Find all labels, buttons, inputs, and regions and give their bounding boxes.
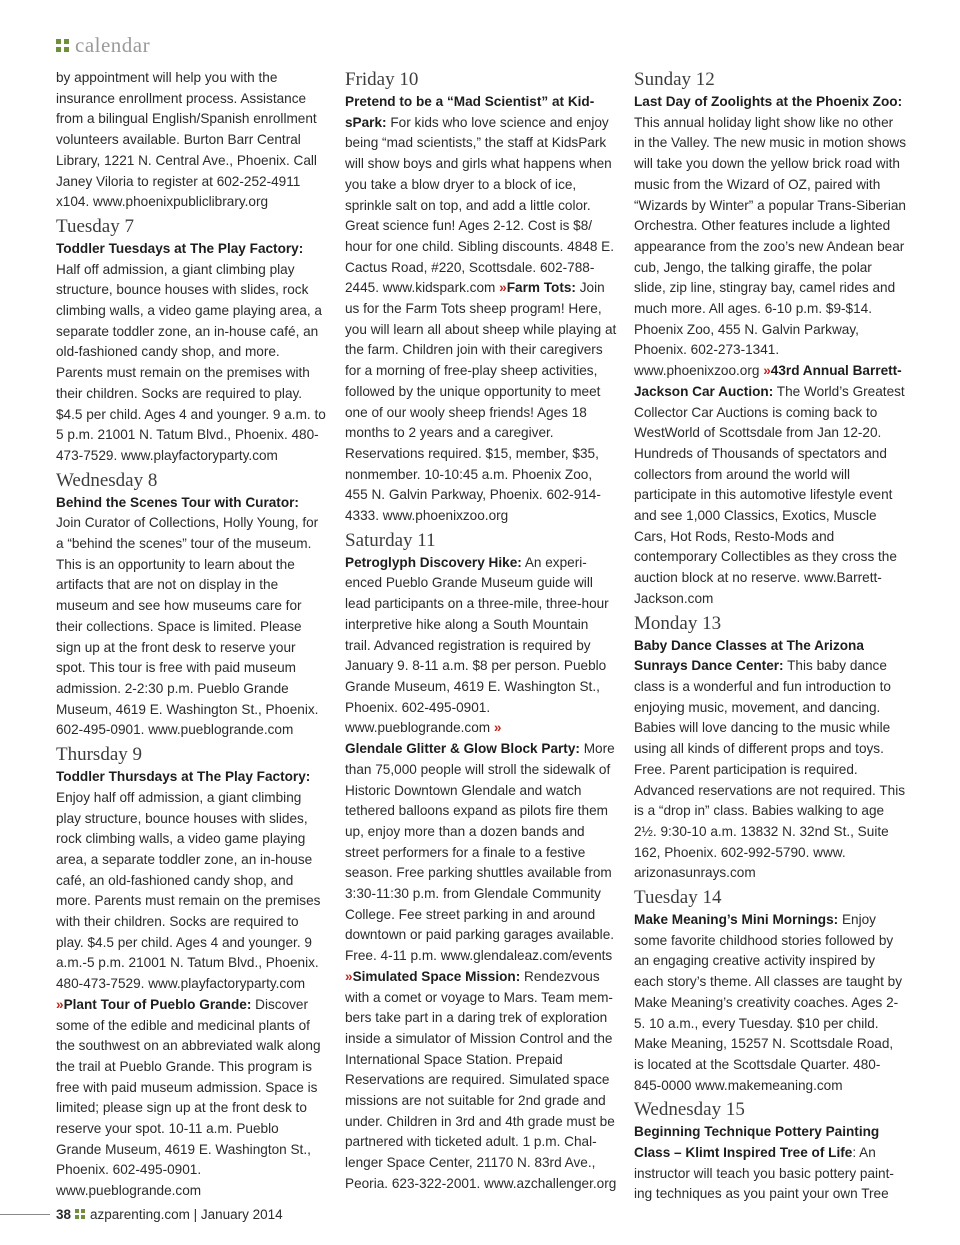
event-title: Beginning Technique Pottery Painting Class – Klimt Inspired Tree of Life [634, 1124, 880, 1161]
intro-text: by appointment will help you with the insurance enrollment process. Assistance from a bilingual English/Spanish enrollment volunteers available. Burton Barr Central Library, 1221 N. Central Ave., Phoenix. Call Janey Viloria to register at 602-252-4911 x104. www.phoenixpubliclibrary.org [56, 70, 317, 210]
event-title: Glendale Glitter & Glow Block Party: [345, 741, 580, 757]
event-title: Baby Dance Classes at The Arizona Sunrays Dance Center: [634, 637, 864, 674]
double-arrow-icon: » [499, 280, 507, 296]
day-heading-sunday-12: Sunday 12 [634, 69, 715, 90]
four-square-dots-icon [56, 39, 69, 52]
event-title: Pretend to be a “Mad Scientist” at Kid-sPark: [345, 94, 595, 130]
day-heading-friday-10: Friday 10 [345, 69, 419, 90]
event-body: An instructor will teach you basic pottery paint-ing techniques as you paint your own Tree [634, 1145, 894, 1202]
event-body: This baby dance class is a wonderful and fun introduction to enjoying music, movement, and dancing. Babies will love dancing to the music while using all kinds of different props and toys. Free. Parent participation is required. Advanced reservations are not required. This is a “drop in” class. Babies walking to age 2½. 9:30-10 a.m. 13832 N. 32nd St., Suite 162, Phoenix. 602-992-5790. www. arizonasunrays.com [634, 658, 906, 881]
event-body: This annual holiday light show like no other in the Valley. The new music in motion shows will take you down the yellow brick road with music from the Wizard of OZ, paired with “Wizards by Winter” a popular Trans-Siberian Orchestra. Other features include a lighted appearance from the zoo’s new Andean bear cub, Jengo, the talking giraffe, the polar slide, zip line, stingray bay, camel rides and much more. All ages. 6-10 p.m. $9-$14. Phoenix Zoo, 455 N. Galvin Parkway, Phoenix. 602-273-1341. www.phoenixzoo.org [634, 114, 907, 379]
event-body: Enjoy some favorite childhood stories followed by an engaging creative activity inspired by each story’s theme. All classes are taught by Make Meaning’s creativity coaches. Ages 2-5. 10 a.m., every Tuesday. $10 per child. Make Meaning, 15257 N. Scottsdale Road, is located at the Scottsdale Quarter. 480-845-0000 www.makemeaning.com [634, 912, 902, 1093]
section-header [56, 30, 150, 60]
event-body: Discover some of the edible and medicinal plants of the southwest on an abbreviated walk along the trail at Pueblo Grande. This program is free with paid museum admission. Space is limited; please sign up at the front desk to reserve your spot. 10-11 a.m. Pueblo Grande Museum, 4619 E. Washington St., Phoenix. 602-495-0901. www.pueblogrande.com [56, 996, 321, 1199]
day-heading-monday-13: Monday 13 [634, 612, 722, 634]
day-heading-tuesday-14: Tuesday 14 [634, 887, 722, 909]
page-footer [0, 1203, 420, 1225]
event-petroglyph-hike [345, 553, 617, 1195]
four-square-dots-icon [75, 1209, 85, 1219]
event-behind-the-scenes [56, 493, 326, 741]
event-pottery-painting [634, 1122, 906, 1205]
event-toddler-tuesdays [56, 239, 326, 467]
double-arrow-icon: » [493, 720, 502, 736]
event-title: Petroglyph Discovery Hike: [345, 554, 522, 570]
column-2 [345, 68, 617, 1195]
event-title: Toddler Tuesdays at The Play Factory: [56, 240, 304, 256]
event-title: Plant Tour of Pueblo Grande: [63, 996, 252, 1012]
double-arrow-icon: » [56, 996, 64, 1012]
column-3 [634, 68, 906, 1205]
event-toddler-thursdays [56, 767, 326, 1202]
event-body: Join Curator of Collections, Holly Young, for a “behind the scenes” tour of the museum. This is an opportunity to learn about the artifacts that are not on display in the museum and see how museums care for their collections. Space is limited. Please sign up at the front desk to reserve your spot. This tour is free with paid museum admission. 2-2:30 p.m. Pueblo Grande Museum, 4619 E. Washington St., Phoenix. 602-495-0901. www.pueblogrande.com [56, 515, 319, 738]
event-body: The World’s Greatest Collector Car Auctions is coming back to WestWorld of Scottsdale from Jan 12-20. Hundreds of Thousands of spectators and collectors from around the world will participate in this automotive lifestyle event and see 1,000 Classics, Exotics, Muscle Cars, Hot Rods, Resto-Mods and contemporary Collectibles as they cross the auction block at no reserve. www.Barrett-Jackson.com [634, 383, 905, 606]
event-title: Toddler Thursdays at The Play Factory: [56, 769, 311, 785]
event-title: 43rd Annual Barrett-Jackson Car Auction: [634, 363, 902, 399]
event-body: Rendezvous with a comet or voyage to Mars. Team mem-bers take part in a daring trek of exploration inside a simulator of Mission Control and the International Space Station. Prepaid Reservations are required. Simulated space missions are not suitable for 2nd grade and under. Children in 3rd and 4th grade must be partnered with ticketed adult. 1 p.m. Chal-lenger Space Center, 21170 N. 83rd Ave., Peoria. 623-322-2001. www.azchallenger.org [345, 968, 617, 1191]
day-heading-saturday-11: Saturday 11 [345, 529, 436, 551]
event-body: Half off admission, a giant climbing play structure, bounce houses with slides, rock climbing walls, a video game playing area, a separate toddler zone, an in-house café, an old-fashioned candy shop, and more. Parents must remain on the premises with their children. Socks are required to play. $4.5 per child. Ages 4 and younger. 9 a.m. to 5 p.m. 21001 N. Tatum Blvd., Phoenix. 480-473-7529. www.playfactoryparty.com [56, 261, 326, 463]
event-title: Make Meaning’s Mini Mornings: [634, 912, 839, 928]
event-baby-dance [634, 636, 906, 884]
event-mad-scientist [345, 92, 617, 527]
event-body: An experi-enced Pueblo Grande Museum guide will lead participants on a three-mile, three-hour interpretive hike along a South Mountain trail. Advanced registration is required by January 9. 8-11 a.m. $8 per person. Pueblo Grande Museum, 4619 E. Washington St., Phoenix. 602-495-0901. www.pueblogrande.com [345, 554, 609, 736]
event-title: Last Day of Zoolights at the Phoenix Zoo: [634, 94, 903, 109]
event-body: More than 75,000 people will stroll the sidewalk of Historic Downtown Glendale and watch tethered balloons expand as pilots fire them up, enjoy more than a dozen bands and street performers for a finale to a festive season. Free parking shuttles available from 3:30-11:30 p.m. from Glendale Community College. Fee street parking in and around downtown or paid parking garages available. Free. 4-11 p.m. www.glendaleaz.com/events [345, 741, 615, 964]
event-body: Join us for the Farm Tots sheep program! Here, you will learn all about sheep while playing at the farm. Children join with their caregivers for a morning of free-play sheep activities, followed by the unique opportunity to meet one of our wooly sheep friends! Ages 18 months to 2 years and a caregiver. Reservations required. $15, member, $35, nonmember. 10-10:45 a.m. Phoenix Zoo, 455 N. Galvin Parkway, Phoenix. 602-914-4333. www.phoenixzoo.org [345, 280, 617, 524]
section-title: calendar [75, 32, 151, 57]
column-1 [56, 68, 326, 1202]
event-body: Enjoy half off admission, a giant climbing play structure, bounce houses with slides, rock climbing walls, a video game playing area, a separate toddler zone, an in-house café, an old-fashioned candy shop, and more. Parents must remain on the premises with their children. Socks are required to play. $4.5 per child. Ages 4 and younger. 9 a.m.-5 p.m. 21001 N. Tatum Blvd., Phoenix. 480-473-7529. www.playfactoryparty.com [56, 789, 321, 992]
event-title-colon: : [852, 1145, 857, 1161]
double-arrow-icon: » [345, 968, 353, 984]
day-heading-thursday-9: Thursday 9 [56, 744, 143, 766]
day-heading-tuesday-7: Tuesday 7 [56, 215, 134, 237]
double-arrow-icon: » [763, 363, 771, 379]
event-title: Behind the Scenes Tour with Curator: [56, 494, 299, 510]
page-number: 38 [56, 1206, 72, 1222]
event-mini-mornings [634, 910, 906, 1096]
event-zoolights [634, 92, 906, 610]
event-title: Farm Tots: [506, 280, 576, 296]
event-body: For kids who love science and enjoy being “mad scientists,” the staff at KidsPark will show boys and girls what happens when you take a blow dryer to a block of ice, sprinkle salt on top, and add a little color. Great science fun! Ages 2-12. Cost is $8/ hour for one child. Sibling discounts. 4848 E. Cactus Road, #220, Scottsdale. 602-788-2445. www.kidspark.com [345, 114, 615, 296]
event-title: Simulated Space Mission: [352, 968, 521, 984]
publication-info: azparenting.com | January 2014 [90, 1206, 283, 1222]
day-heading-wednesday-8: Wednesday 8 [56, 469, 158, 491]
day-heading-wednesday-15: Wednesday 15 [634, 1099, 745, 1121]
footer-rule [0, 1214, 50, 1215]
